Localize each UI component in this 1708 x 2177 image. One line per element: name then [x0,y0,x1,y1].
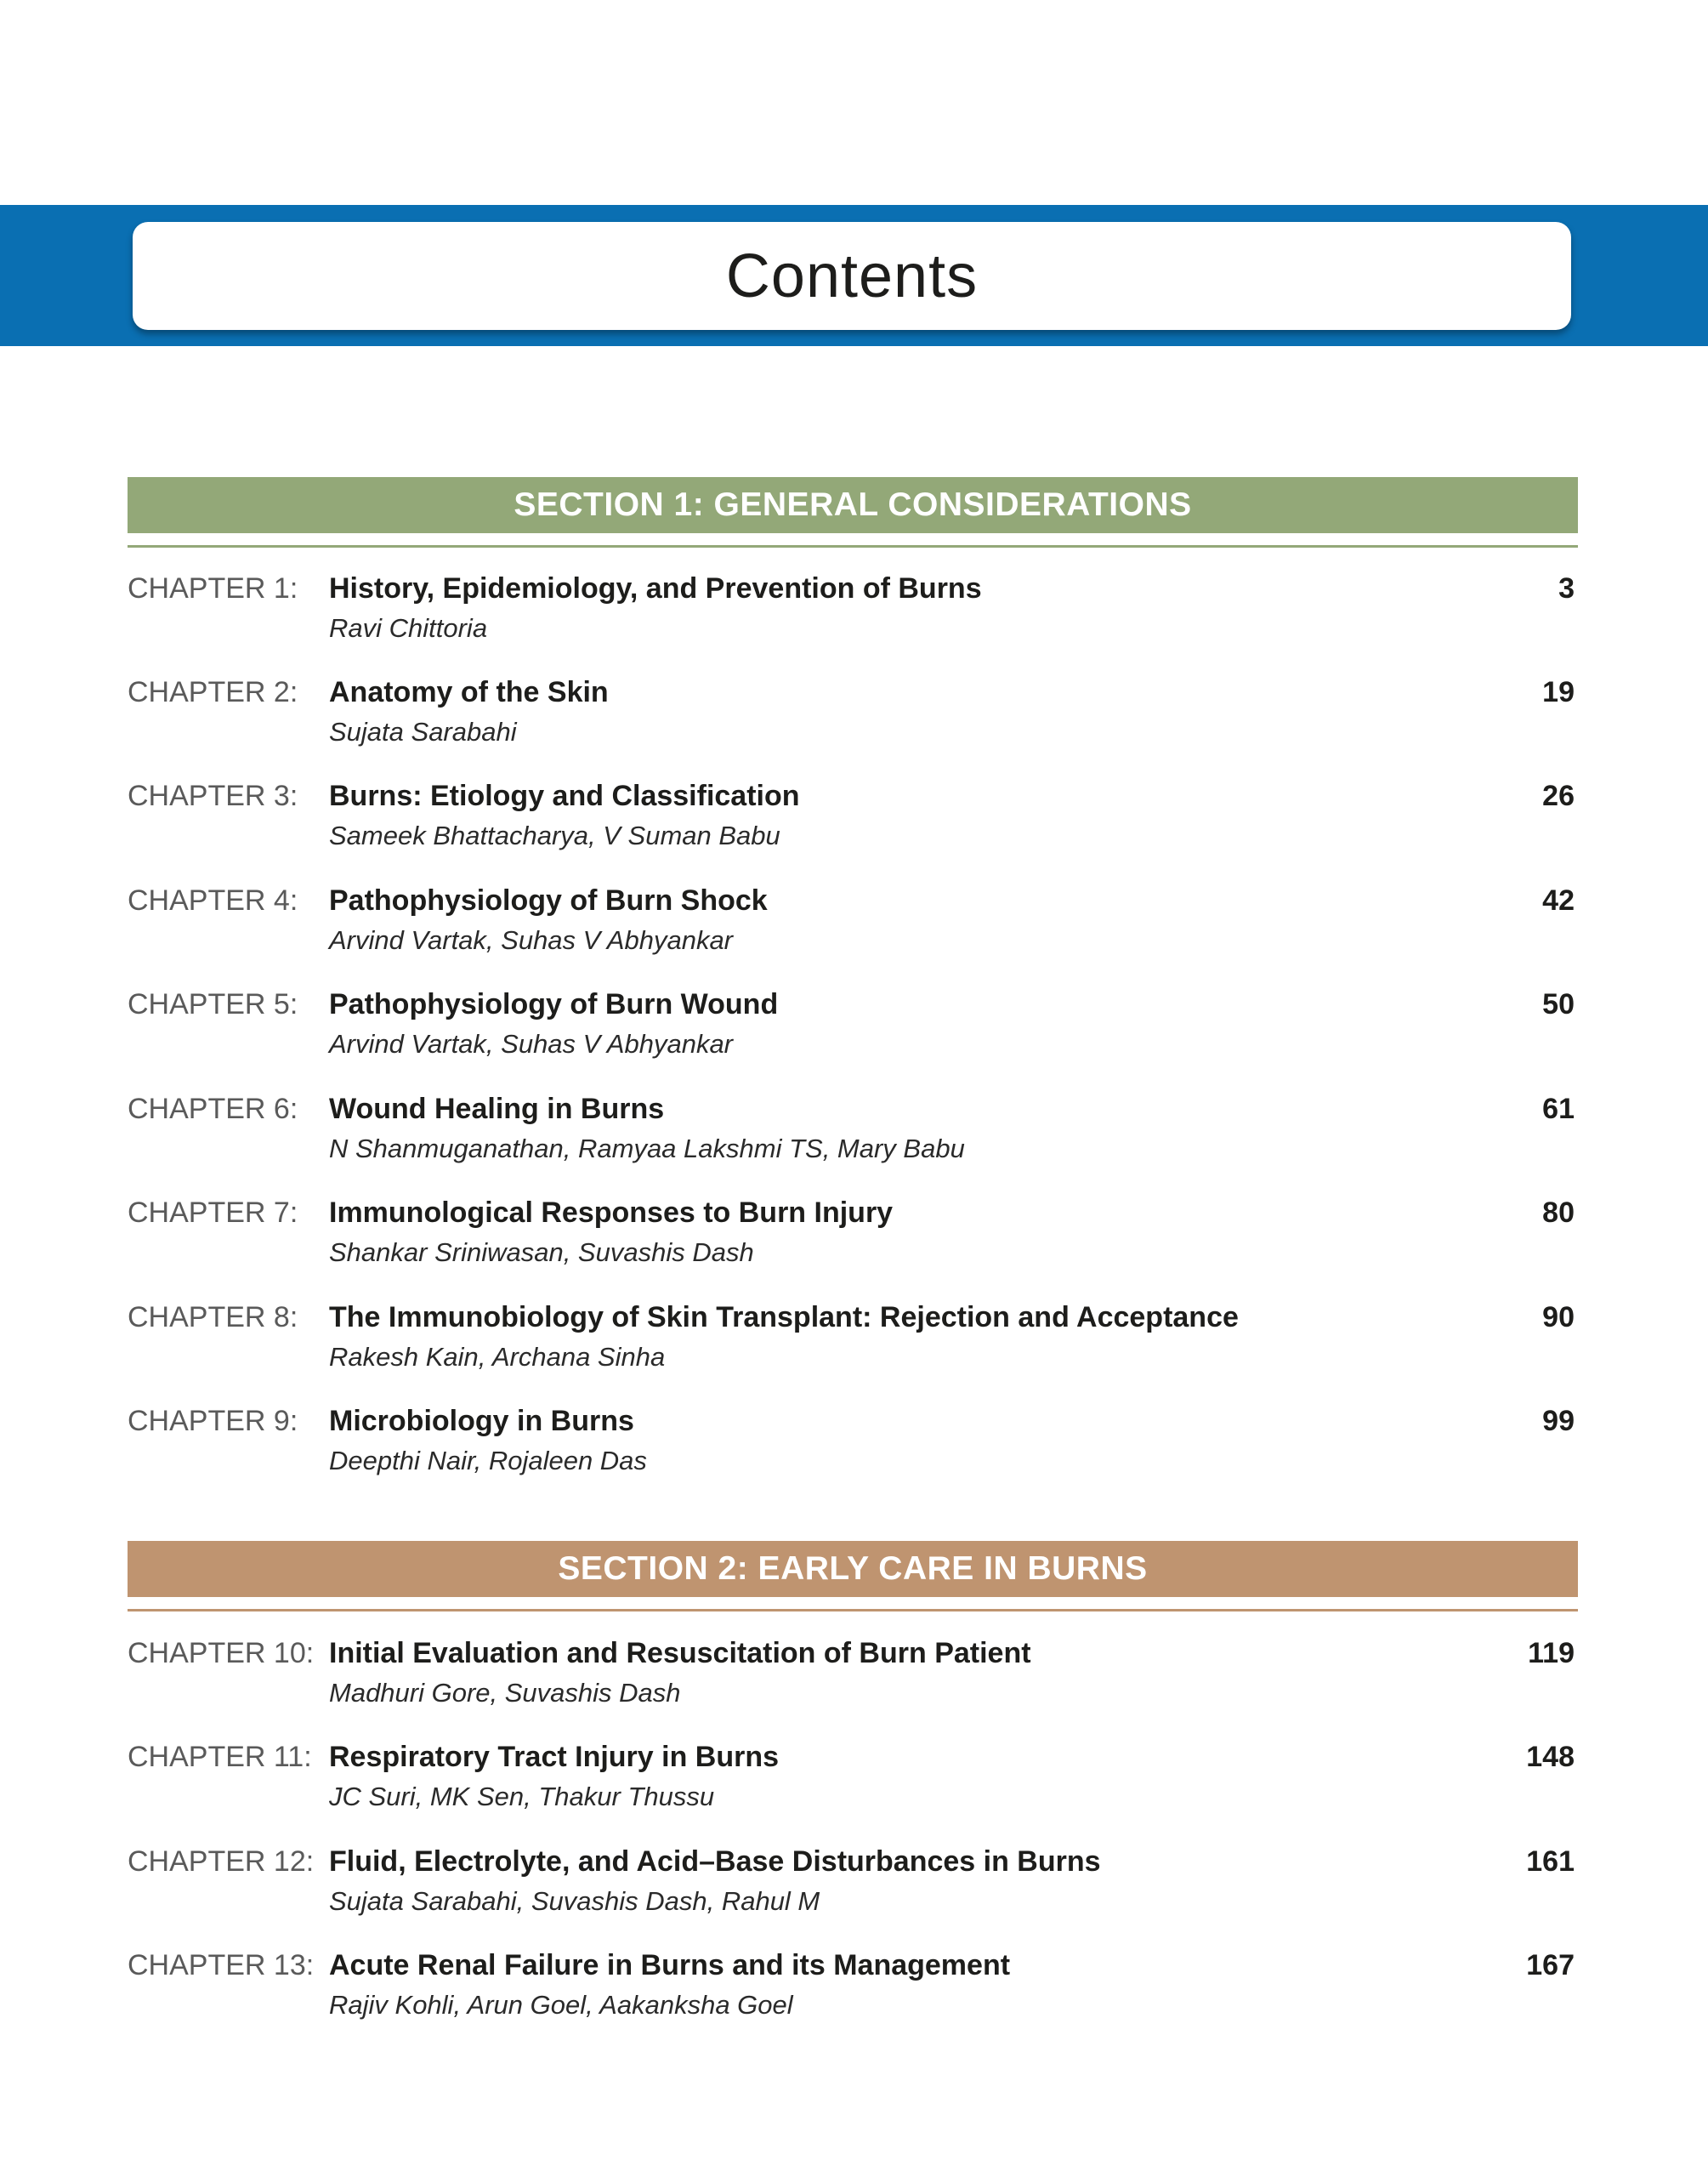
section-heading-2: SECTION 2: EARLY CARE IN BURNS [128,1541,1578,1597]
chapter-entry-6[interactable] [128,1093,1578,1178]
chapter-title[interactable]: History, Epidemiology, and Prevention of Burns [329,572,982,605]
chapter-label: CHAPTER 10: [128,1637,315,1669]
section-heading-1: SECTION 1: GENERAL CONSIDERATIONS [128,477,1578,533]
chapter-label: CHAPTER 5: [128,988,298,1020]
chapter-authors: Sameek Bhattacharya, V Suman Babu [329,821,780,850]
chapter-authors: Sujata Sarabahi, Suvashis Dash, Rahul M [329,1886,820,1916]
chapter-page-number[interactable]: 50 [1542,988,1575,1020]
chapter-title[interactable]: Fluid, Electrolyte, and Acid–Base Disturbances in Burns [329,1845,1101,1878]
chapter-page-number[interactable]: 148 [1526,1741,1575,1773]
chapter-page-number[interactable]: 90 [1542,1301,1575,1333]
chapter-title[interactable]: Immunological Responses to Burn Injury [329,1196,894,1229]
chapter-authors: N Shanmuganathan, Ramyaa Lakshmi TS, Mary Babu [329,1134,965,1163]
chapter-title[interactable]: Microbiology in Burns [329,1405,634,1437]
chapter-authors: Ravi Chittoria [329,613,488,643]
chapter-entry-13[interactable] [128,1949,1578,2034]
chapter-page-number[interactable]: 119 [1528,1637,1575,1669]
chapter-title[interactable]: Burns: Etiology and Classification [329,780,800,812]
chapter-title[interactable]: Pathophysiology of Burn Shock [329,884,768,917]
chapter-page-number[interactable]: 61 [1542,1093,1575,1125]
chapter-entry-4[interactable] [128,884,1578,969]
chapter-title[interactable]: Initial Evaluation and Resuscitation of Burn Patient [329,1637,1031,1669]
chapter-label: CHAPTER 8: [128,1301,298,1333]
chapter-label: CHAPTER 6: [128,1093,298,1125]
chapter-entry-9[interactable] [128,1405,1578,1490]
chapter-label: CHAPTER 13: [128,1949,315,1981]
chapter-entry-12[interactable] [128,1845,1578,1930]
chapter-page-number[interactable]: 19 [1542,676,1575,708]
chapter-authors: Rajiv Kohli, Arun Goel, Aakanksha Goel [329,1990,793,2020]
chapter-authors: JC Suri, MK Sen, Thakur Thussu [329,1782,715,1811]
chapter-authors: Madhuri Gore, Suvashis Dash [329,1678,681,1708]
chapter-entry-8[interactable] [128,1301,1578,1386]
chapter-page-number[interactable]: 26 [1542,780,1575,812]
chapter-entry-10[interactable] [128,1637,1578,1722]
chapter-title[interactable]: Pathophysiology of Burn Wound [329,988,779,1020]
chapter-title[interactable]: Wound Healing in Burns [329,1093,665,1125]
chapter-authors: Shankar Sriniwasan, Suvashis Dash [329,1237,754,1267]
chapter-authors: Arvind Vartak, Suhas V Abhyankar [329,925,734,955]
chapter-authors: Arvind Vartak, Suhas V Abhyankar [329,1029,734,1059]
page-title: Contents [725,242,979,310]
chapter-page-number[interactable]: 167 [1526,1949,1575,1981]
chapter-authors: Sujata Sarabahi [329,717,517,747]
chapter-authors: Deepthi Nair, Rojaleen Das [329,1446,647,1475]
chapter-title[interactable]: Anatomy of the Skin [329,676,609,708]
chapter-entry-3[interactable] [128,780,1578,865]
chapter-entry-7[interactable] [128,1196,1578,1282]
chapter-entry-11[interactable] [128,1741,1578,1826]
chapter-page-number[interactable]: 161 [1526,1845,1575,1878]
chapter-page-number[interactable]: 80 [1542,1196,1575,1229]
chapter-authors: Rakesh Kain, Archana Sinha [329,1342,666,1372]
chapter-entry-1[interactable] [128,572,1578,657]
chapter-title[interactable]: Acute Renal Failure in Burns and its Management [329,1949,1011,1981]
chapter-label: CHAPTER 7: [128,1196,298,1229]
chapter-label: CHAPTER 9: [128,1405,298,1437]
chapter-title[interactable]: Respiratory Tract Injury in Burns [329,1741,780,1773]
chapter-entry-5[interactable] [128,988,1578,1073]
title-box [133,222,1571,330]
chapter-page-number[interactable]: 3 [1558,572,1575,605]
chapter-label: CHAPTER 3: [128,780,298,812]
section-rule-1 [128,545,1578,548]
chapter-label: CHAPTER 4: [128,884,298,917]
chapter-label: CHAPTER 1: [128,572,298,605]
chapter-label: CHAPTER 12: [128,1845,315,1878]
section-rule-2 [128,1609,1578,1611]
chapter-label: CHAPTER 2: [128,676,298,708]
chapter-page-number[interactable]: 99 [1542,1405,1575,1437]
chapter-entry-2[interactable] [128,676,1578,761]
chapter-page-number[interactable]: 42 [1542,884,1575,917]
chapter-label: CHAPTER 11: [128,1741,312,1773]
chapter-title[interactable]: The Immunobiology of Skin Transplant: Rejection and Acceptance [329,1301,1239,1333]
